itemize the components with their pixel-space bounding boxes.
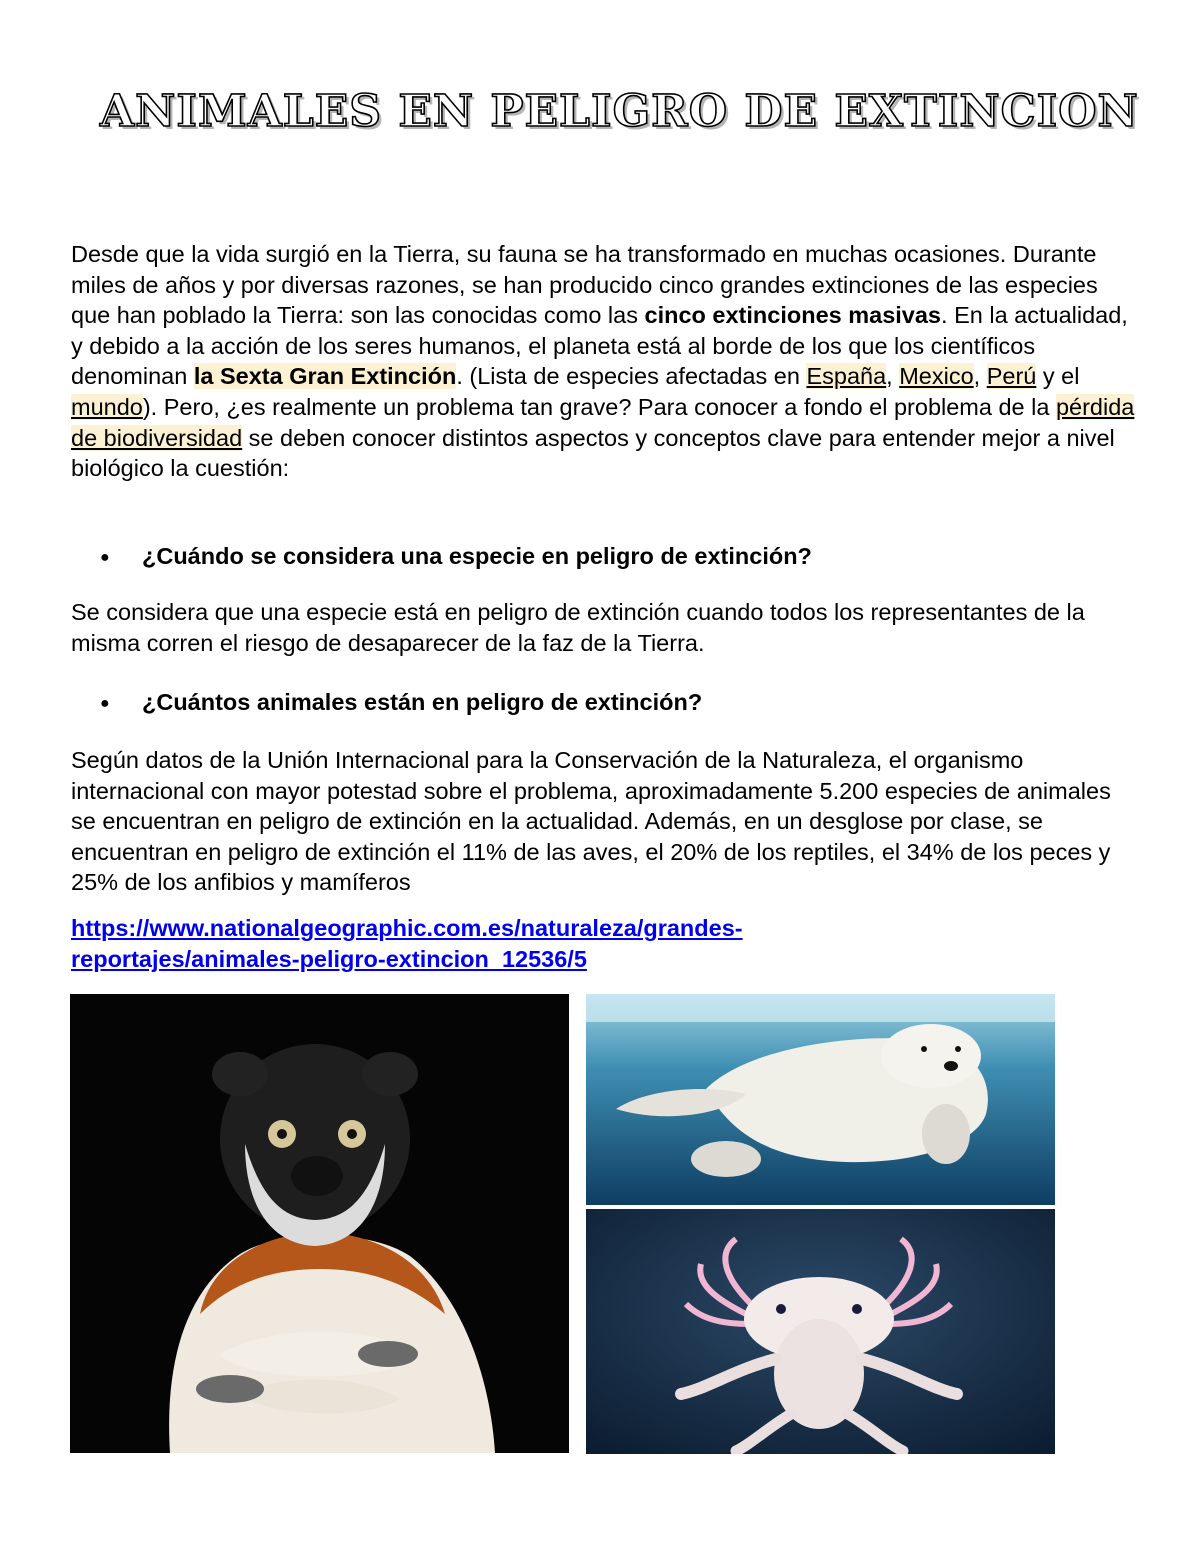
bullet-icon: ● [100, 549, 110, 566]
page-title: ANIMALES EN PELIGRO DE EXTINCION [100, 86, 1139, 137]
separator: , [886, 363, 900, 390]
lemur-photo [70, 994, 569, 1453]
intro-bold-term: cinco extinciones masivas [644, 302, 942, 329]
sixth-extinction-highlight: la Sexta Gran Extinción [193, 363, 457, 390]
link-mundo[interactable]: mundo [71, 393, 143, 420]
intro-text-1: Desde que la vida surgió en la Tierra, su fauna se ha transformado en muchas ocasiones. Durante miles de años y por diversas razones, se han producido cinco grandes extinciones de las especies que han poblado la Tierra: son las conocidas como las [71, 241, 1098, 329]
link-espana[interactable]: España [806, 363, 887, 390]
axolotl-photo [586, 1209, 1055, 1454]
intro-text-2: . En la actualidad, y debido a la acción de los seres humanos, el planeta está al borde de los que los científicos denominan [71, 302, 1128, 390]
question-2 [100, 687, 1100, 719]
separator: , [973, 363, 987, 390]
separator: y el [1036, 363, 1080, 390]
source-link-line-2[interactable]: reportajes/animales-peligro-extincion_12536/5 [71, 946, 587, 972]
polar-bear-photo [586, 994, 1055, 1205]
intro-text-3: . (Lista de especies afectadas en [456, 363, 807, 390]
question-1-text: ¿Cuándo se considera una especie en peligro de extinción? [142, 543, 812, 569]
intro-text-5: se deben conocer distintos aspectos y conceptos clave para entender mejor a nivel biológico la cuestión: [71, 424, 1115, 482]
answer-1: Se considera que una especie está en peligro de extinción cuando todos los representantes de la misma corren el riesgo de desaparecer de la faz de la Tierra. [71, 599, 1085, 656]
link-biodiversidad[interactable]: pérdida de biodiversidad [71, 393, 1135, 451]
source-link[interactable] [71, 913, 1141, 975]
intro-paragraph [71, 239, 1141, 484]
intro-text-4: ). Pero, ¿es realmente un problema tan grave? Para conocer a fondo el problema de la [142, 393, 1056, 420]
source-link-line-1[interactable]: https://www.nationalgeographic.com.es/naturaleza/grandes- [71, 915, 743, 941]
link-peru[interactable]: Perú [986, 363, 1037, 390]
link-mexico[interactable]: Mexico [899, 363, 974, 390]
question-1 [100, 541, 1100, 573]
bullet-icon: ● [100, 695, 110, 712]
answer-2: Según datos de la Unión Internacional para la Conservación de la Naturaleza, el organismo internacional con mayor potestad sobre el problema, aproximadamente 5.200 especies de animales se encuentran en peligro de extinción en la actualidad. Además, en un desglose por clase, se encuentran en peligro de extinción el 11% de las aves, el 20% de los reptiles, el 34% de los peces y 25% de los anfibios y mamíferos [71, 747, 1111, 896]
question-2-text: ¿Cuántos animales están en peligro de extinción? [142, 689, 703, 715]
